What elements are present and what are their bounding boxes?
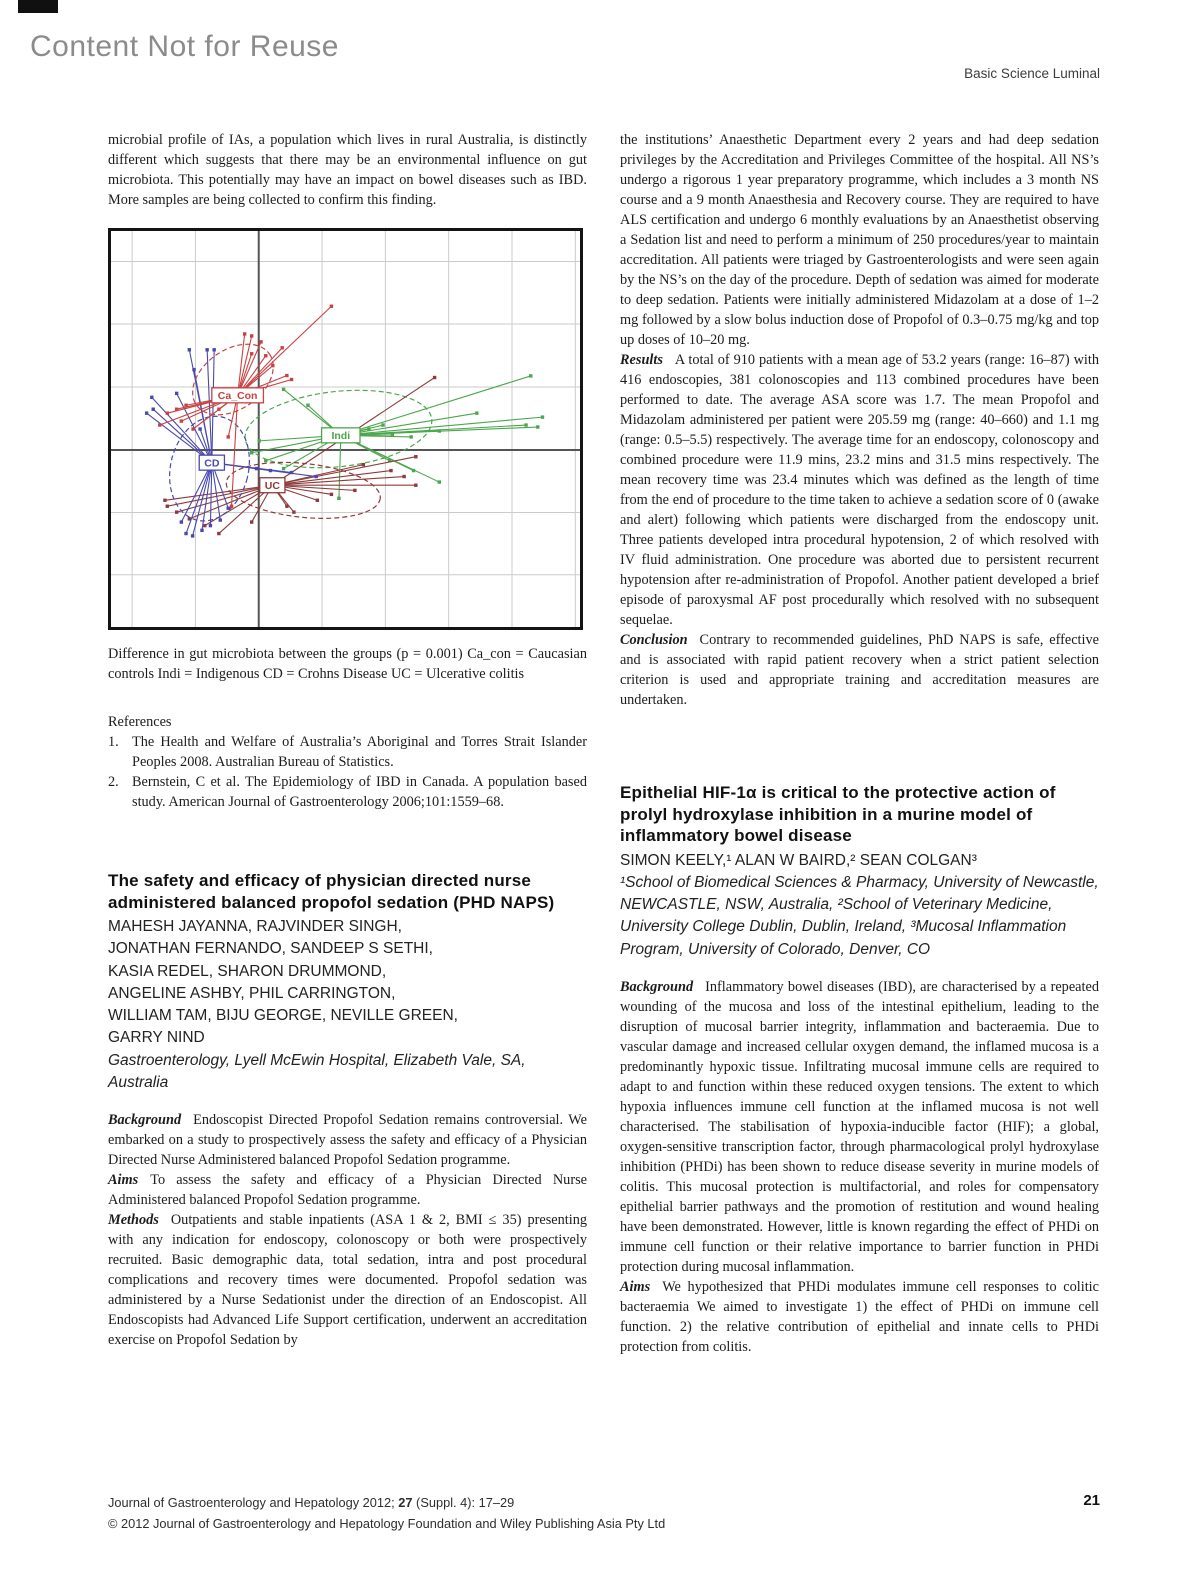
section-paragraph (108, 1210, 587, 1350)
author-line: ANGELINE ASHBY, PHIL CARRINGTON, (108, 984, 396, 1002)
figure-caption: Difference in gut microbiota between the groups (p = 0.001) Ca_con = Caucasian controls Indi = Indigenous CD = Crohns Disease UC = Ulcerative colitis (108, 646, 587, 682)
abstract-title: The safety and efficacy of physician directed nurse administered balanced propofol sedation (PHD NAPS) (108, 871, 555, 912)
figure-plot (111, 231, 580, 627)
reference-item (108, 772, 587, 812)
section-text: Contrary to recommended guidelines, PhD NAPS is safe, effective and is associated with rapid patient recovery when a strict patient selection criterion is used and appropriate training and accreditation measures are undertaken. (620, 632, 1099, 708)
continuation-paragraph: the institutions’ Anaesthetic Department every 2 years and had deep sedation privileges by the Accreditation and Privileges Committee of the hospital. All NS’s undergo a rigorous 1 year preparatory programme, which includes a 3 month NS course and a 9 month Anaesthesia and Recovery course. They are required to have ALS certification and undergo 6 monthly evaluations by an Anaesthetist observing a Sedation list and need to perform a minimum of 250 procedures/year to maintain accreditation. All patients were triaged by Gastroenterologists and were seen again by the NS’s on the day of the procedure. Depth of sedation was aimed for moderate to deep sedation. Patients were initially administered Midazolam at a dose of 1–2 mg followed by a slow bolus induction dose of Propofol of 0.3–0.75 mg/kg and top up doses of 10–20 mg. (620, 132, 1099, 348)
left-column (108, 130, 587, 1350)
citation-prefix: Journal of Gastroenterology and Hepatology 2012; (108, 1495, 399, 1510)
section-label: Aims (108, 1172, 139, 1189)
svg-text:CD: CD (204, 457, 220, 470)
section-paragraph (620, 977, 1099, 1277)
section-label: Results (620, 352, 663, 368)
reference-text: Bernstein, C et al. The Epidemiology of IBD in Canada. A population based study. American Journal of Gastroenterology 2006;101:1559–68. (132, 774, 587, 810)
running-head: Basic Science Luminal (964, 66, 1100, 81)
section-label: Methods (108, 1212, 159, 1229)
page-number: 21 (1083, 1492, 1100, 1509)
svg-text:Ca_Con: Ca_Con (217, 390, 258, 403)
author-line: MAHESH JAYANNA, RAJVINDER SINGH, (108, 918, 402, 935)
section-text: We hypothesized that PHDi modulates immune cell responses to colitic bacteraemia We aimed to investigate 1) the effect of PHDi on immune cell function. 2) the relative contribution of epithelial and innate cells to PHDi protection from colitis. (620, 1278, 1099, 1355)
reference-number: 1. (108, 734, 119, 750)
reference-item (108, 732, 587, 772)
svg-text:UC: UC (264, 480, 280, 493)
intro-paragraph: microbial profile of IAs, a population which lives in rural Australia, is distinctly different which suggests that there may be an environmental influence on gut microbiota. This potentially may have an impact on bowel diseases such as IBD. More samples are being collected to confirm this finding. (108, 132, 587, 208)
reference-number: 2. (108, 774, 119, 790)
svg-text:Indi: Indi (331, 430, 351, 443)
section-paragraph (620, 630, 1099, 710)
section-paragraph (108, 1170, 587, 1210)
section-paragraph (108, 1110, 587, 1170)
author-line: JONATHAN FERNANDO, SANDEEP S SETHI, (108, 940, 433, 958)
watermark-text: Content Not for Reuse (30, 30, 339, 63)
author-list (108, 916, 587, 1050)
abstract-hif (620, 782, 1099, 1357)
author-line: KASIA REDEL, SHARON DRUMMOND, (108, 962, 387, 980)
right-column (620, 130, 1099, 1357)
section-text: Inflammatory bowel diseases (IBD), are characterised by a repeated wounding of the mucosa and loss of the intestinal epithelium, leading to the disruption of mucosal barrier integrity, inflammation and bacteraemia. Due to vascular damage and increased cellular oxygen demand, the inflamed mucosa is a predominantly hypoxic tissue. Infiltrating mucosal immune cells are required to adapt to and function within these reduced oxygen tensions. The extent to which hypoxia influences immune cell function at the inflamed mucosa is not well characterised. The stabilisation of hypoxia-inducible factor (HIF); a global, oxygen-sensitive transcription factor, through pharmacological prolyl hydroxylase inhibition (PHDi) has been shown to reduce disease severity in murine models of colitis. This mucosal protection is multifactorial, and roles for compensatory epithelial barrier pathways and the promotion of restitution and wound healing have been demonstrated. However, little is known regarding the effect of PHDi on immune cell function or their relative importance to barrier function in PHDi protection during mucosal inflammation. (620, 978, 1099, 1275)
author-line: WILLIAM TAM, BIJU GEORGE, NEVILLE GREEN, (108, 1007, 458, 1025)
section-text: To assess the safety and efficacy of a Physician Directed Nurse Administered balanced Propofol Sedation programme. (108, 1172, 587, 1209)
section-label: Background (108, 1112, 182, 1129)
references-title: References (108, 714, 172, 730)
section-label: Background (620, 978, 694, 995)
author-line: GARRY NIND (108, 1029, 205, 1047)
journal-citation (108, 1492, 1100, 1513)
abstract-body (620, 977, 1099, 1357)
references-section (108, 712, 587, 812)
section-text: A total of 910 patients with a mean age of 53.2 years (range: 16–87) with 416 endoscopies, 381 colonoscopies and 113 combined procedures have been performed to date. The average ASA score was 1.7. The mean Propofol and Midazolam administered per patient were 205.59 mg (range: 40–660) and 1.1 mg (range: 0.5–5.5) respectively. The average time for an endoscopy, colonoscopy and combined procedure were 11.9 mins, 23.2 mins and 31.5 mins respectively. The mean recovery time was 23.4 minutes which was defined as the length of time from the end of procedure to the time taken to achieve a sedation score of 0 (awake and alert) following which patients were discharged from the endoscopy unit. Three patients developed intra procedural hypotension, 2 of which resolved with IV fluid administration. One procedure was aborted due to persistent recurrent hypotension after re-administration of Propofol. Another patient developed a brief episode of paroxysmal AF post procedurally which resolved with no subsequent sequelae. (620, 352, 1099, 628)
copyright-line: © 2012 Journal of Gastroenterology and Hepatology Foundation and Wiley Publishing Asia Pty Ltd (108, 1516, 666, 1531)
affiliation: ¹School of Biomedical Sciences & Pharmacy, University of Newcastle, NEWCASTLE, NSW, Australia, ²School of Veterinary Medicine, University College Dublin, Dublin, Ireland, ³Mucosal Inflammation Program, University of Colorado, Denver, CO (620, 873, 1099, 958)
reference-text: The Health and Welfare of Australia’s Aboriginal and Torres Strait Islander Peoples 2008. Australian Bureau of Statistics. (132, 734, 587, 770)
section-text: Endoscopist Directed Propofol Sedation remains controversial. We embarked on a study to prospectively assess the safety and efficacy of a Physician Directed Nurse Administered balanced Propofol Sedation programme. (108, 1112, 587, 1169)
section-paragraph (620, 350, 1099, 630)
figure (108, 228, 583, 630)
section-label: Aims (620, 1278, 651, 1295)
affiliation: Gastroenterology, Lyell McEwin Hospital, Elizabeth Vale, SA, Australia (108, 1051, 526, 1092)
citation-volume: 27 (398, 1495, 413, 1510)
abstract-title: Epithelial HIF-1α is critical to the protective action of prolyl hydroxylase inhibition in a murine model of inflammatory bowel disease (620, 783, 1056, 845)
abstract-phd-naps (108, 870, 587, 1350)
citation-suffix: (Suppl. 4): 17–29 (412, 1495, 515, 1510)
scan-artifact-bar (18, 0, 58, 13)
abstract-body (108, 1110, 587, 1350)
author-list: SIMON KEELY,¹ ALAN W BAIRD,² SEAN COLGAN³ (620, 851, 977, 869)
section-text: Outpatients and stable inpatients (ASA 1 & 2, BMI ≤ 35) presenting with any indication for endoscopy, colonoscopy or both were prospectively recruited. Basic demographic data, total sedation, intra and post procedural complications and recovery times were documented. Propofol sedation was administered by a Nurse Sedationist under the direction of an Endoscopist. All Endoscopists had Advanced Life Support certification, underwent an accreditation exercise on Propofol Sedation by (108, 1212, 587, 1349)
section-paragraph (620, 1277, 1099, 1357)
section-label: Conclusion (620, 632, 688, 648)
page-footer (108, 1492, 1100, 1534)
